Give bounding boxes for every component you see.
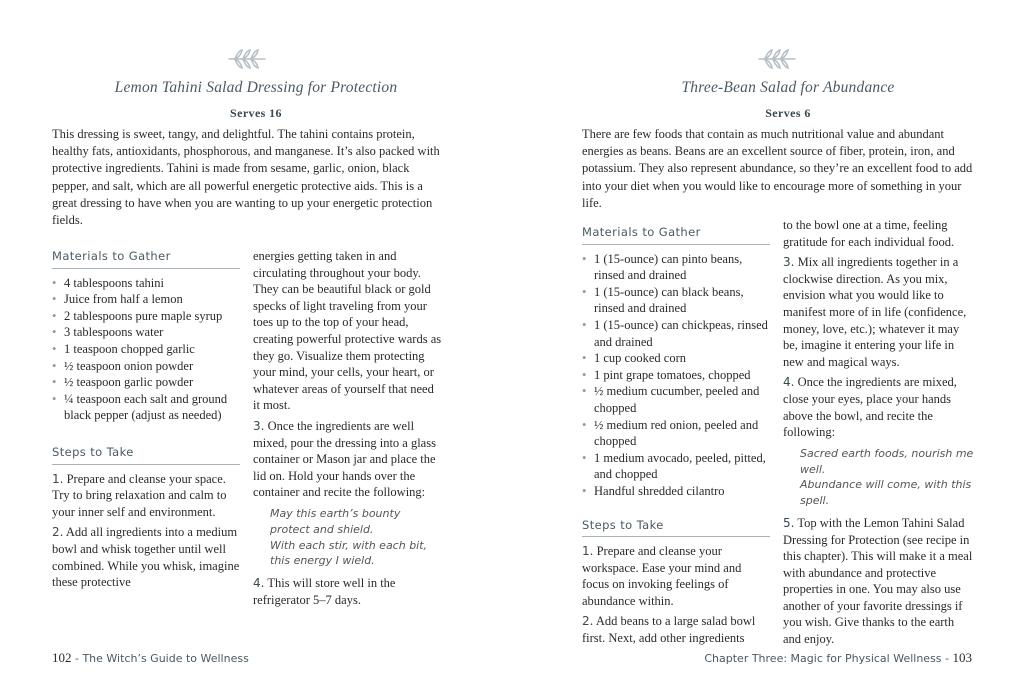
list-item: • 1 (15-ounce) can pinto beans, rinsed and drained [582,251,770,284]
list-item: • 1 teaspoon chopped garlic [52,341,240,358]
step-number: 4. [783,375,795,390]
step-text: Add beans to a large salad bowl first. Next, add other ingredients [582,614,756,646]
right-column [253,248,443,612]
step-number: 3. [783,255,795,270]
step-5 [783,515,975,648]
list-item: • 3 tablespoons water [52,324,240,341]
left-column [52,248,240,595]
serves-count: Serves 6 [765,106,811,120]
step-3 [783,254,975,370]
recipe-title: Lemon Tahini Salad Dressing for Protection [114,79,398,96]
step-number: 1. [582,544,594,559]
steps-heading: Steps to Take [52,444,240,465]
step-number: 5. [783,515,795,530]
right-column [783,217,975,652]
step-number: 2. [582,614,594,629]
step-2 [52,524,240,590]
list-item: • ¼ teaspoon each salt and ground black pepper (adjust as needed) [52,391,240,424]
page-footer [52,650,249,666]
recipe-intro: There are few foods that contain as much nutritional value and abundant energies as beans. Beans are an excellent source of fiber, protein, iron, and potassium. They also represent abundance, so they’re an excellent food to add into your diet when you would like to encourage more of something in your life. [582,127,973,210]
materials-list [52,275,240,424]
list-item: • ½ medium red onion, peeled and chopped [582,417,770,450]
list-item: • 4 tablespoons tahini [52,275,240,292]
recipe-title: Three-Bean Salad for Abundance [681,79,895,96]
incantation: Sacred earth foods, nourish me well. Abundance will come, with this spell. [800,446,974,508]
steps-heading: Steps to Take [582,517,770,538]
step-text: This will store well in the refrigerator 5–7 days. [253,576,396,607]
list-item: • 1 medium avocado, peeled, pitted, and chopped [582,450,770,483]
step-number: 2. [52,525,64,540]
list-item: • ½ medium cucumber, peeled and chopped [582,383,770,416]
list-item: • Juice from half a lemon [52,291,240,308]
incantation: May this earth’s bounty protect and shield. With each stir, with each bit, this energy I wield. [270,506,428,568]
list-item: • Handful shredded cilantro [582,483,770,500]
running-footer: - The Witch’s Guide to Wellness [71,652,249,665]
page-footer [704,650,972,666]
step-text: Add all ingredients into a medium bowl and whisk together until well combined. While you whisk, imagine these protective [52,525,240,590]
step-3 [253,418,443,501]
list-item: • 2 tablespoons pure maple syrup [52,308,240,325]
step-2 [582,613,770,646]
leaf-sprig-ornament-icon [227,48,267,70]
step-text: Top with the Lemon Tahini Salad Dressing for Protection (see recipe in this chapter). This will make it a meal with abundance and protective properties in one. You may also use another of your favorite dressings if you wish. Give thanks to the earth and enjoy. [783,515,973,647]
left-column [582,224,770,651]
running-footer: Chapter Three: Magic for Physical Wellness - [704,652,953,665]
page-number: 103 [952,650,972,665]
step-text: Once the ingredients are well mixed, pour the dressing into a glass container or Mason jar and place the lid on. Hold your hands over the container and recite the following: [253,418,436,500]
list-item: • 1 cup cooked corn [582,350,770,367]
step-1 [582,543,770,609]
step-1 [52,471,240,521]
list-item: • 1 (15-ounce) can chickpeas, rinsed and drained [582,317,770,350]
serves-count: Serves 16 [230,106,282,120]
step-number: 4. [253,576,265,591]
materials-list [582,251,770,500]
step-text: Mix all ingredients together in a clockwise direction. As you mix, envision what you would like to manifest more of in life (confidence, money, love, etc.); whatever it may be, imagine it entering your life in new and magical ways. [783,255,967,369]
step-2-continued: energies getting taken in and circulating throughout your body. They can be beautiful black or gold specks of light traveling from your toes up to the top of your head, creating powerful protective wards as they go. Visualize them protecting your mind, your cells, your heart, or whatever areas of yourself that need it most. [253,249,442,413]
step-text: Prepare and cleanse your workspace. Ease your mind and focus on invoking feelings of abundance within. [582,544,742,608]
step-2-continued: to the bowl one at a time, feeling gratitude for each individual food. [783,218,955,249]
materials-heading: Materials to Gather [582,224,770,245]
page-number: 102 [52,650,72,665]
step-4 [253,575,443,608]
list-item: • 1 (15-ounce) can black beans, rinsed and drained [582,284,770,317]
step-4 [783,374,975,440]
list-item: • 1 pint grape tomatoes, chopped [582,367,770,384]
recipe-intro: This dressing is sweet, tangy, and delightful. The tahini contains protein, healthy fats, antioxidants, phosphorous, and manganese. It’s also packed with protective ingredients. Tahini is made from sesame, garlic, onion, black pepper, and salt, which are all powerful energetic protective aids. This is a great dressing to have when you are wanting to up your energetic protection fields. [52,127,440,228]
step-number: 3. [253,418,265,433]
step-text: Once the ingredients are mixed, close your eyes, place your hands above the bowl, and recite the following: [783,375,957,440]
right-page [512,0,1024,698]
step-number: 1. [52,471,64,486]
materials-heading: Materials to Gather [52,248,240,269]
list-item: • ½ teaspoon onion powder [52,358,240,375]
list-item: • ½ teaspoon garlic powder [52,374,240,391]
step-text: Prepare and cleanse your space. Try to bring relaxation and calm to your inner self and environment. [52,471,227,519]
leaf-sprig-ornament-icon [757,48,797,70]
